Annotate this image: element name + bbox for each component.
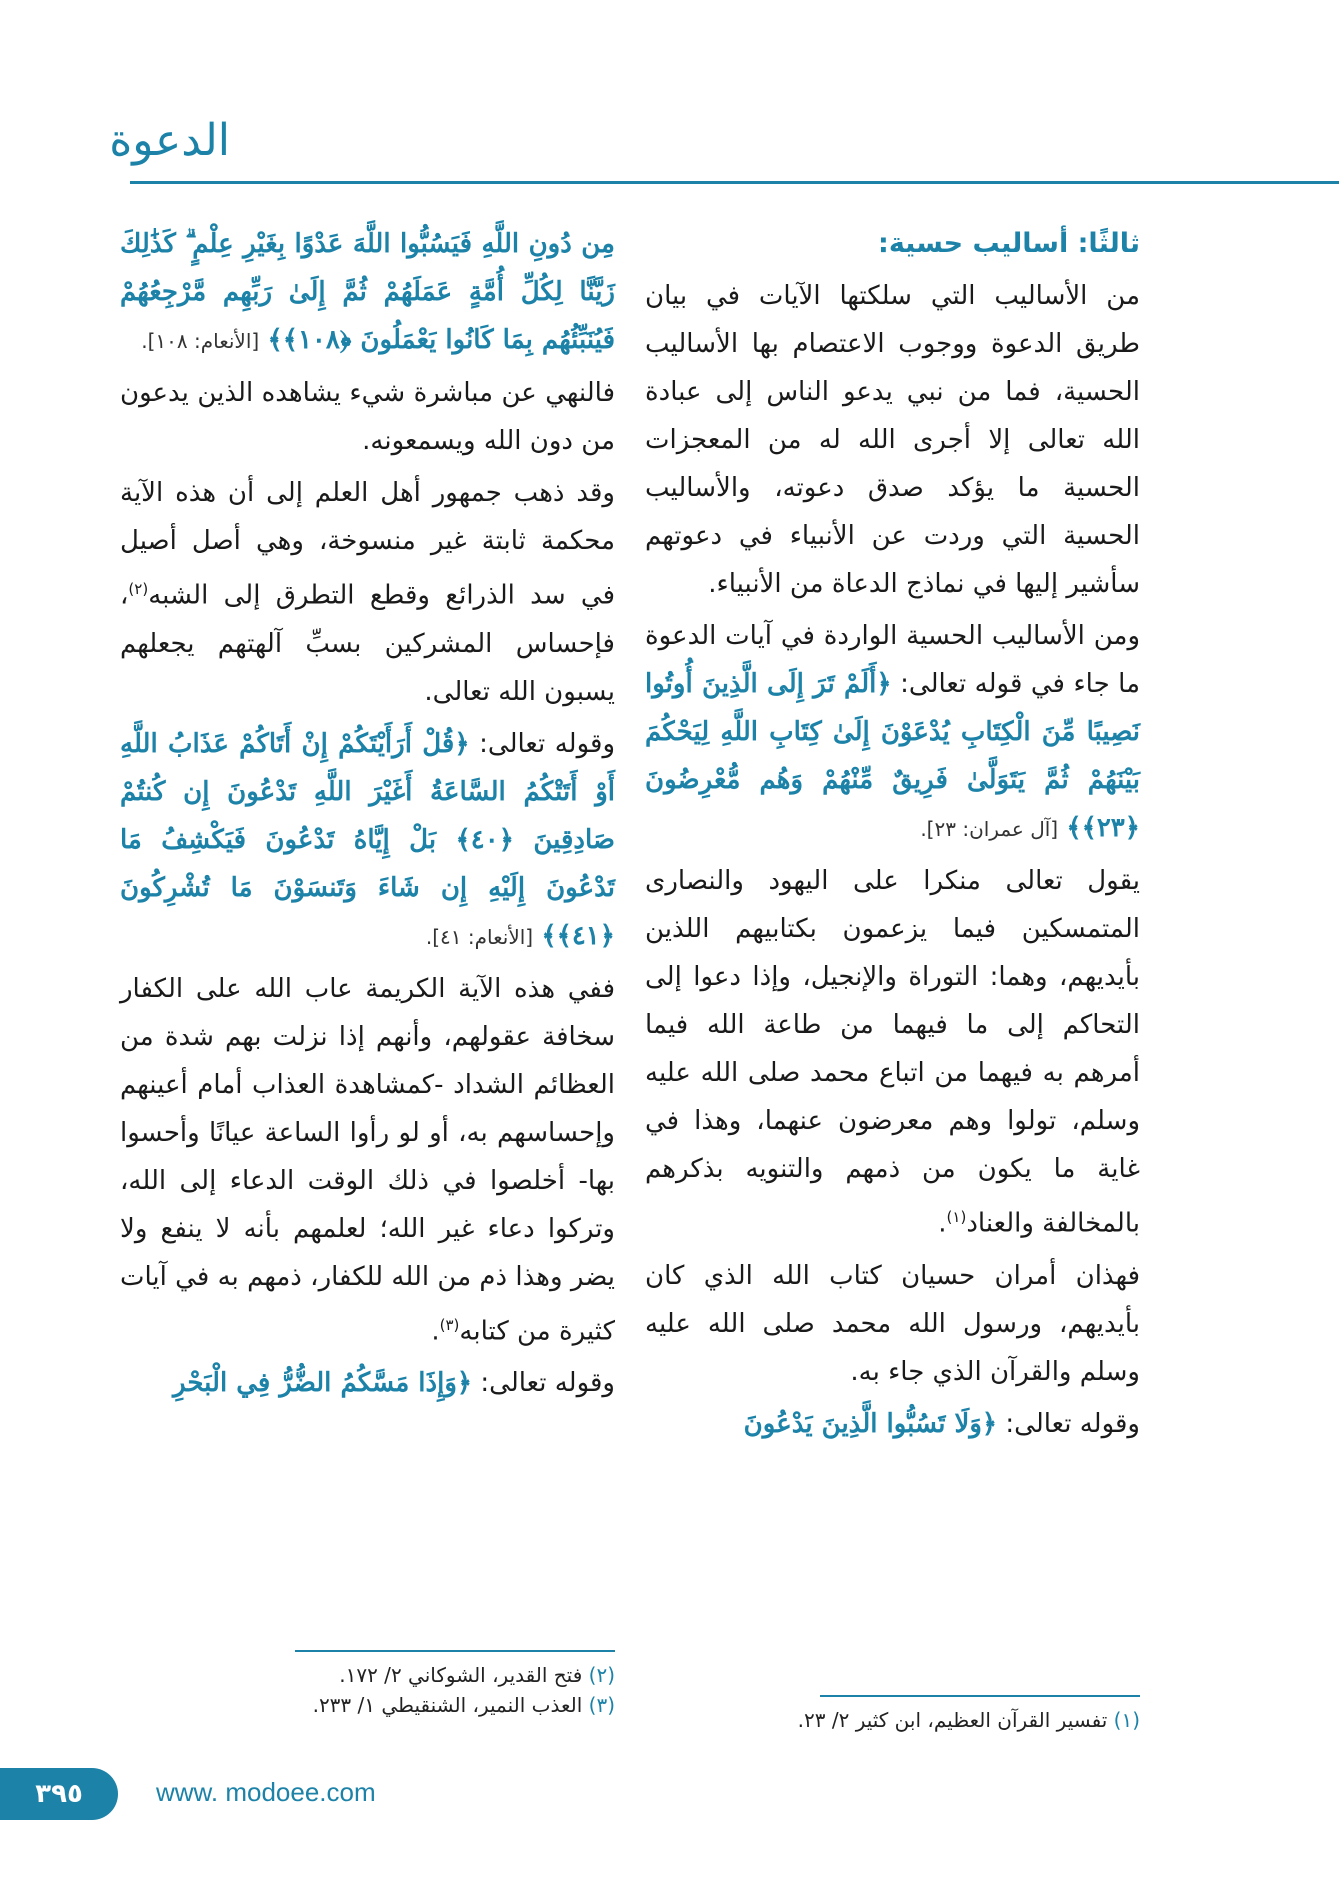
footnote-number: (٢) <box>588 1663 615 1687</box>
paragraph: فهذان أمران حسيان كتاب الله الذي كان بأيديهم، ورسول الله محمد صلى الله عليه وسلم والقرآن الذي جاء به. <box>645 1260 1140 1387</box>
verse-citation: [آل عمران: ٢٣]. <box>920 817 1059 841</box>
quran-verse: ﴿قُلْ أَرَأَيْتَكُمْ إِنْ أَتَاكُمْ عَذَابُ اللَّهِ أَوْ أَتَتْكُمُ السَّاعَةُ أَغَيْرَ اللَّهِ تَدْعُونَ إِن كُنتُمْ صَادِقِينَ ﴿٤٠﴾ بَلْ إِيَّاهُ تَدْعُونَ فَيَكْشِفُ مَا تَدْعُونَ إِلَيْهِ إِن شَاءَ وَتَنسَوْنَ مَا تُشْرِكُونَ ﴿٤١﴾﴾ <box>120 728 615 951</box>
footnote <box>645 1705 1140 1735</box>
right-column <box>645 220 1140 1452</box>
footnote-text: العذب النمير، الشنقيطي ١/ ٢٣٣. <box>312 1693 583 1717</box>
paragraph-text: يقول تعالى منكرا على اليهود والنصارى المتمسكين فيما يزعمون بكتابيهم اللذين بأيديهم، وهما: التوراة والإنجيل، وإذا دعوا إلى التحاكم إلى ما فيهما من طاعة الله فيما أمرهم به فيهما من اتباع محمد صلى الله عليه وسلم، تولوا وهم معرضون عنهما، وهذا في غاية ما يكون من ذمهم والتنويه بذكرهم بالمخالفة والعناد <box>645 866 1140 1239</box>
paragraph <box>120 469 615 716</box>
paragraph <box>120 220 615 365</box>
paragraph-text: . <box>431 1316 440 1347</box>
footnote-text: تفسير القرآن العظيم، ابن كثير ٢/ ٢٣. <box>797 1708 1108 1732</box>
paragraph-text: . <box>938 1208 947 1239</box>
paragraph-text: ففي هذه الآية الكريمة عاب الله على الكفار سخافة عقولهم، وأنهم إذا نزلت بهم شدة من العظائم الشداد -كمشاهدة العذاب أمام أعينهم وإحساسهم به، أو لو رأوا الساعة عيانًا وأحسوا بها- أخلصوا في ذلك الوقت الدعاء إلى الله، وتركوا دعاء غير الله؛ لعلمهم بأنه لا ينفع ولا يضر وهذا ذم من الله للكفار، ذمهم به في آيات كثيرة من كتابه <box>120 973 615 1347</box>
verse-citation: [الأنعام: ١٠٨]. <box>141 329 260 353</box>
left-column <box>120 220 615 1411</box>
paragraph <box>120 1359 615 1407</box>
paragraph: من الأساليب التي سلكتها الآيات في بيان طريق الدعوة ووجوب الاعتصام بها الأساليب الحسية، فما من نبي يدعو الناس إلى عبادة الله تعالى إلا أجرى الله له من المعجزات الحسية ما يؤكد صدق دعوته، والأساليب الحسية التي وردت عن الأنبياء في دعوتهم سأشير إليها في نماذج الدعاة من الأنبياء. <box>645 281 1140 599</box>
footnote-text: فتح القدير، الشوكاني ٢/ ١٧٢. <box>339 1663 583 1687</box>
footnote-ref: (١) <box>946 1208 967 1226</box>
quran-verse: ﴿وَإِذَا مَسَّكُمُ الضُّرُّ فِي الْبَحْرِ <box>173 1368 473 1399</box>
paragraph-text: وقوله تعالى: <box>479 728 615 759</box>
footnote-number: (١) <box>1113 1708 1140 1732</box>
footnote-separator <box>820 1695 1140 1697</box>
footnote-ref: (٣) <box>439 1315 460 1334</box>
page-header-title: الدعوة <box>109 115 230 166</box>
footnote <box>120 1690 615 1720</box>
paragraph-text: ، فإحساس المشركين بسبِّ آلهتهم يجعلهم يسبون الله تعالى. <box>120 580 615 707</box>
footnote-number: (٣) <box>588 1693 615 1717</box>
quran-verse: ﴿أَلَمْ تَرَ إِلَى الَّذِينَ أُوتُوا نَصِيبًا مِّنَ الْكِتَابِ يُدْعَوْنَ إِلَىٰ كِتَابِ اللَّهِ لِيَحْكُمَ بَيْنَهُمْ ثُمَّ يَتَوَلَّىٰ فَرِيقٌ مِّنْهُمْ وَهُم مُّعْرِضُونَ ﴿٢٣﴾﴾ <box>645 669 1140 843</box>
paragraph-text: وقد ذهب جمهور أهل العلم إلى أن هذه الآية محكمة ثابتة غير منسوخة، وهي أصل أصيل في سد الذرائع وقطع التطرق إلى الشبه <box>120 478 615 611</box>
paragraph <box>120 965 615 1356</box>
footnotes-right <box>645 1705 1140 1735</box>
header-rule <box>130 181 1339 184</box>
paragraph: فالنهي عن مباشرة شيء يشاهده الذين يدعون من دون الله ويسمعونه. <box>120 378 615 456</box>
page-number: ٣٩٥ <box>0 1768 118 1820</box>
section-heading: ثالثًا: أساليب حسية: <box>878 228 1140 259</box>
footnote-ref: (٢) <box>128 580 149 598</box>
paragraph-text: ومن الأساليب الحسية الواردة في آيات الدعوة ما جاء في قوله تعالى: <box>645 621 1141 699</box>
paragraph-text: وقوله تعالى: <box>1005 1408 1140 1439</box>
paragraph <box>645 612 1140 853</box>
verse-citation: [الأنعام: ٤١]. <box>425 924 534 949</box>
website-link[interactable]: www. modoee.com <box>156 1777 376 1807</box>
footnote <box>120 1660 615 1690</box>
quran-verse: مِن دُونِ اللَّهِ فَيَسُبُّوا اللَّهَ عَدْوًا بِغَيْرِ عِلْمٍ ۗ كَذَٰلِكَ زَيَّنَّا لِكُلِّ أُمَّةٍ عَمَلَهُمْ ثُمَّ إِلَىٰ رَبِّهِم مَّرْجِعُهُمْ فَيُنَبِّئُهُم بِمَا كَانُوا يَعْمَلُونَ ﴿١٠٨﴾﴾ <box>120 229 615 355</box>
footnote-separator <box>295 1650 615 1652</box>
quran-verse: ﴿وَلَا تَسُبُّوا الَّذِينَ يَدْعُونَ <box>743 1408 998 1439</box>
paragraph <box>645 857 1140 1248</box>
paragraph <box>120 720 615 961</box>
footnotes-left <box>120 1660 615 1720</box>
paragraph-text: وقوله تعالى: <box>480 1368 615 1399</box>
paragraph <box>645 1400 1140 1448</box>
